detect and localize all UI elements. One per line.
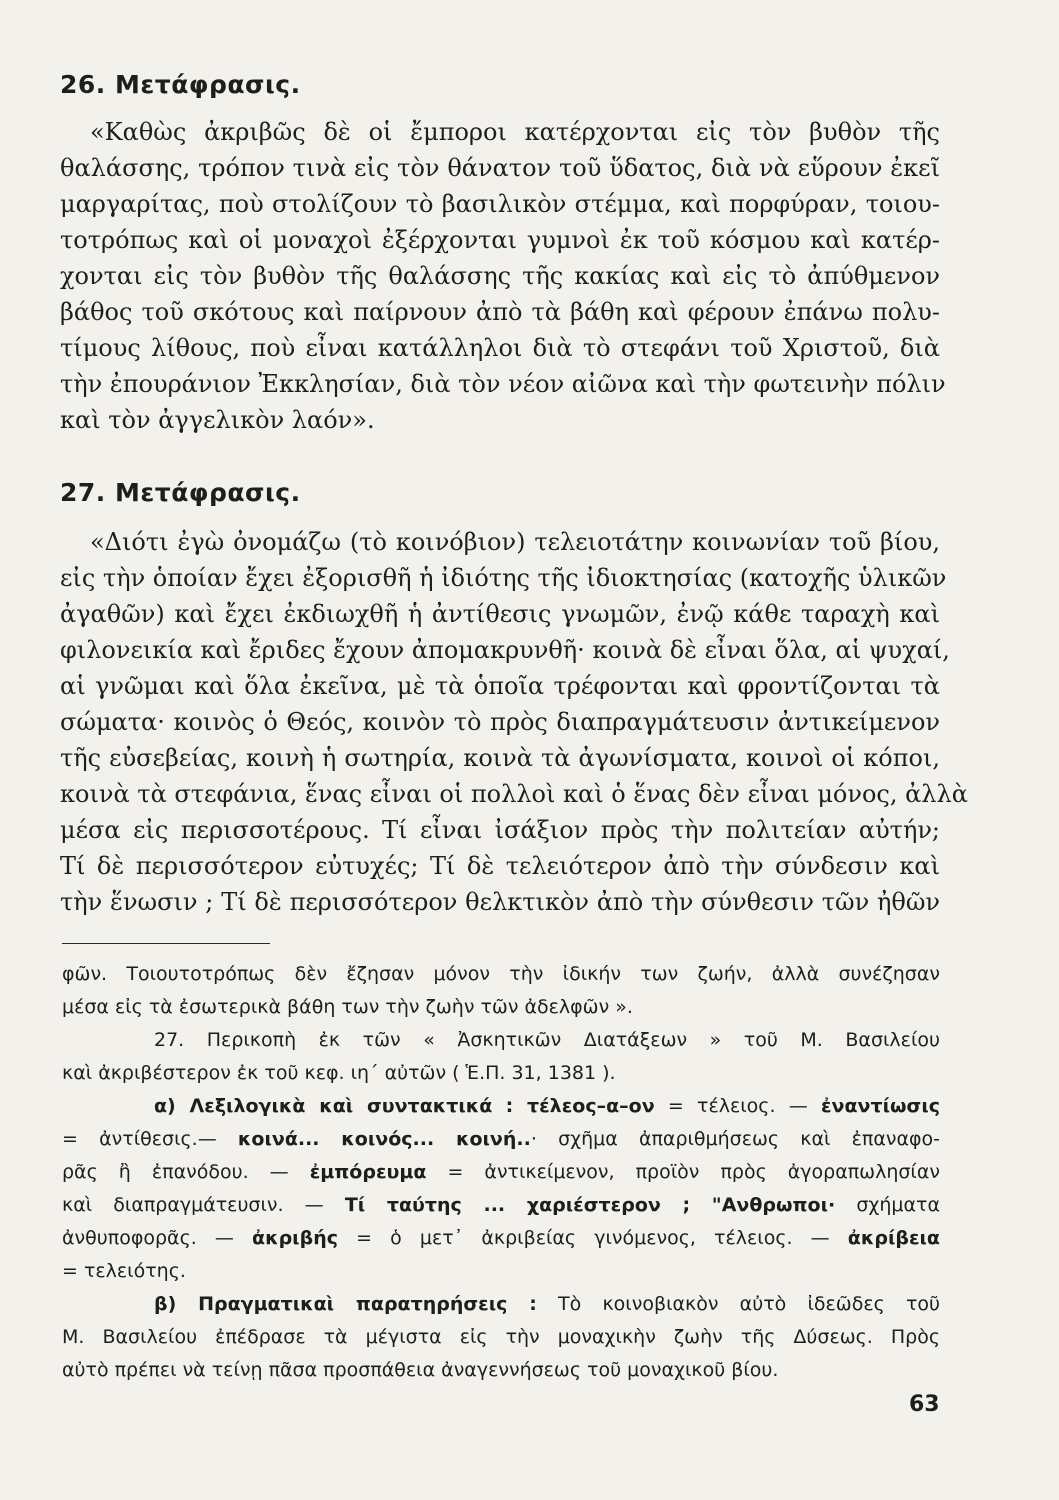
text-line: μέσα εἰς περισσοτέρους. Τί εἶναι ἰσάξιον πρὸς τὴν πολιτείαν αὐτήν;	[60, 816, 940, 844]
text-line: τὴν ἐπουράνιον Ἐκκλησίαν, διὰ τὸν νέον αἰῶνα καὶ τὴν φωτεινὴν πόλιν	[60, 370, 946, 398]
note-text: = ἀντίθεσις.—	[62, 1128, 217, 1150]
text-line: καὶ τὸν ἀγγελικὸν λαόν».	[60, 406, 375, 434]
note-a-line	[62, 1156, 940, 1189]
bold-term: Τί ταύτης ... χαριέστερον ; "Ανθρωποι·	[344, 1194, 836, 1216]
note-line: μέσα εἰς τὰ ἐσωτερικὰ βάθη των τὴν ζωὴν τῶν ἀδελφῶν ».	[62, 996, 633, 1018]
text-line: φιλονεικία καὶ ἔριδες ἔχουν ἀπομακρυνθῆ· κοινὰ δὲ εἶναι ὅλα, αἱ ψυχαί,	[60, 636, 950, 664]
text-line: κοινὰ τὰ στεφάνια, ἕνας εἶναι οἱ πολλοὶ καὶ ὁ ἕνας δὲν εἶναι μόνος, ἀλλὰ	[60, 780, 968, 808]
section-26-heading: 26. Μετάφρασις.	[60, 70, 301, 99]
note-27-line: καὶ ἀκριβέστερον ἐκ τοῦ κεφ. ιη΄ αὐτῶν ( Ἑ.Π. 31, 1381 ).	[62, 1062, 616, 1084]
text-line: μαργαρίτας, ποὺ στολίζουν τὸ βασιλικὸν στέμμα, καὶ πορφύραν, τοιου-	[60, 190, 940, 218]
bold-term: ἀκρίβεια	[847, 1227, 940, 1249]
note-b-line	[62, 1288, 940, 1321]
note-a-line: = τελειότης.	[62, 1260, 186, 1282]
text-line: «Καθὼς ἀκριβῶς δὲ οἱ ἔμποροι κατέρχονται εἰς τὸν βυθὸν τῆς	[90, 118, 940, 146]
bold-term: : τέλεος–α–ον	[505, 1095, 655, 1117]
note-text: ἀνθυποφορᾶς. —	[62, 1227, 234, 1249]
note-text: σχήματα	[856, 1194, 940, 1216]
bold-term: κοινά... κοινός... κοινή..	[237, 1128, 531, 1150]
note-b-line: Μ. Βασιλείου ἐπέδρασε τὰ μέγιστα εἰς τὴν μοναχικὴν ζωὴν τῆς Δύσεως. Πρὸς	[62, 1326, 940, 1348]
note-text: ρᾶς ἢ ἐπανόδου. —	[62, 1161, 289, 1183]
bold-term: ἀκριβής	[252, 1227, 338, 1249]
text-line: εἰς τὴν ὁποίαν ἔχει ἐξορισθῆ ἡ ἰδιότης τῆς ἰδιοκτησίας (κατοχῆς ὑλικῶν	[60, 564, 947, 592]
note-a-label: α) Λεξιλογικὰ καὶ συντακτικά	[154, 1095, 493, 1117]
note-text: καὶ διαπραγμάτευσιν. —	[62, 1194, 324, 1216]
text-line: τῆς εὐσεβείας, κοινὴ ἡ σωτηρία, κοινὰ τὰ ἀγωνίσματα, κοινοὶ οἱ κόποι,	[60, 744, 940, 772]
note-b-label: β) Πραγματικαὶ παρατηρήσεις :	[154, 1293, 537, 1315]
footnotes	[62, 958, 940, 1387]
note-a-line	[62, 1189, 940, 1222]
text-line: Τί δὲ περισσότερον εὐτυχές; Τί δὲ τελειότερον ἀπὸ τὴν σύνδεσιν καὶ	[60, 852, 940, 880]
text-line: θαλάσσης, τρόπον τινὰ εἰς τὸν θάνατον τοῦ ὕδατος, διὰ νὰ εὕρουν ἐκεῖ	[60, 154, 940, 182]
footnote-divider	[62, 943, 270, 944]
text-line: «Διότι ἐγὼ ὀνομάζω (τὸ κοινόβιον) τελειοτάτην κοινωνίαν τοῦ βίου,	[90, 528, 940, 556]
bold-term: ἐμπόρευμα	[309, 1161, 427, 1183]
note-text: Τὸ κοινοβιακὸν αὐτὸ ἰδεῶδες τοῦ	[558, 1293, 941, 1315]
bold-term: ἐναντίωσις	[820, 1095, 940, 1117]
section-27-heading: 27. Μετάφρασις.	[60, 478, 301, 507]
text-line: χονται εἰς τὸν βυθὸν τῆς θαλάσσης τῆς κακίας καὶ εἰς τὸ ἀπύθμενον	[60, 262, 940, 290]
text-line: σώματα· κοινὸς ὁ Θεός, κοινὸν τὸ πρὸς διαπραγμάτευσιν ἀντικείμενον	[60, 708, 940, 736]
note-b-line: αὐτὸ πρέπει νὰ τείνῃ πᾶσα προσπάθεια ἀναγεννήσεως τοῦ μοναχικοῦ βίου.	[62, 1359, 779, 1381]
text-line: τοτρόπως καὶ οἱ μοναχοὶ ἐξέρχονται γυμνοὶ ἐκ τοῦ κόσμου καὶ κατέρ-	[60, 226, 940, 254]
page-number: 63	[909, 1392, 940, 1417]
note-text: = ὁ μετ᾽ ἀκριβείας γινόμενος, τέλειος. —	[356, 1227, 830, 1249]
note-text: = ἀντικείμενον, προϊὸν πρὸς ἀγοραπωλησίαν	[447, 1161, 940, 1183]
text-line: βάθος τοῦ σκότους καὶ παίρνουν ἀπὸ τὰ βάθη καὶ φέρουν ἐπάνω πολυ-	[60, 298, 940, 326]
text-line: ἀγαθῶν) καὶ ἔχει ἐκδιωχθῆ ἡ ἀντίθεσις γνωμῶν, ἐνῷ κάθε ταραχὴ καὶ	[60, 600, 940, 628]
note-27-line: 27. Περικοπὴ ἐκ τῶν « Ἀσκητικῶν Διατάξεων » τοῦ Μ. Βασιλείου	[154, 1029, 940, 1051]
text-line: αἱ γνῶμαι καὶ ὅλα ἐκεῖνα, μὲ τὰ ὁποῖα τρέφονται καὶ φροντίζονται τὰ	[60, 672, 940, 700]
text-line: τίμους λίθους, ποὺ εἶναι κατάλληλοι διὰ τὸ στεφάνι τοῦ Χριστοῦ, διὰ	[60, 334, 940, 362]
note-text: · σχῆμα ἀπαριθμήσεως καὶ ἐπαναφο-	[530, 1128, 941, 1150]
note-line: φῶν. Τοιουτοτρόπως δὲν ἔζησαν μόνον τὴν ἰδικήν των ζωήν, ἀλλὰ συνέζησαν	[62, 963, 940, 985]
note-text: = τέλειος. —	[667, 1095, 808, 1117]
note-a-line	[62, 1222, 940, 1255]
section-26-body	[60, 114, 946, 438]
note-a-line	[62, 1090, 940, 1123]
section-27-body	[60, 524, 968, 920]
text-line: τὴν ἕνωσιν ; Τί δὲ περισσότερον θελκτικὸν ἀπὸ τὴν σύνθεσιν τῶν ἠθῶν	[60, 888, 940, 916]
note-a-line	[62, 1123, 940, 1156]
